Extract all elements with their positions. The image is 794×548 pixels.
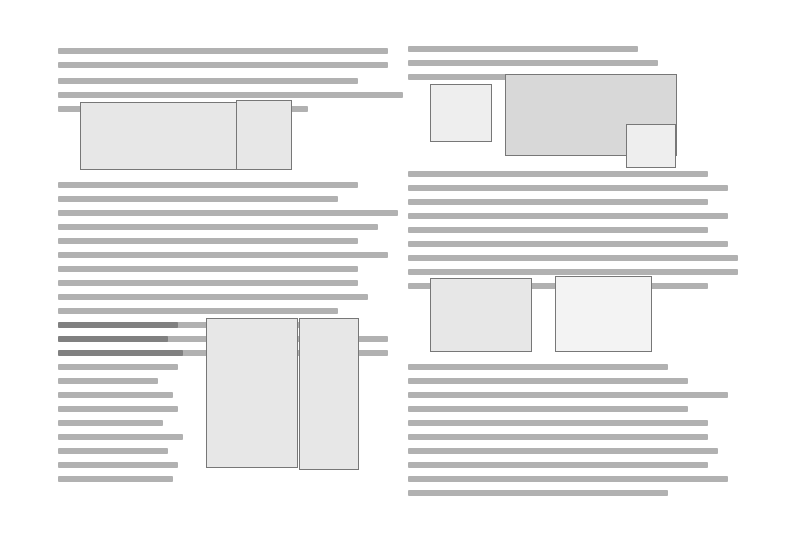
text-line [408,255,738,261]
text-line [58,224,378,230]
text-line [408,171,708,177]
text-line [58,294,368,300]
river-map-figure [430,278,532,352]
text-line [58,406,178,412]
text-line [58,252,388,258]
text-line [58,182,358,188]
text-line [58,48,388,54]
left-options-column [58,322,198,482]
text-line [58,238,358,244]
text-line [408,490,668,496]
text-line [408,269,738,275]
text-line [408,378,688,384]
text-line [408,213,728,219]
text-line [58,448,168,454]
text-line [408,462,708,468]
text-line [58,62,388,68]
text-line [58,322,178,328]
text-line [58,378,158,384]
text-line [58,266,358,272]
text-line [408,185,728,191]
right-column-questions [408,171,758,289]
text-line [58,78,358,84]
text-line [58,434,183,440]
climate-chart-figure [236,100,292,170]
flow-chart-figure [555,276,652,352]
text-line [408,392,728,398]
text-line [408,364,668,370]
text-line [58,210,398,216]
text-line [408,241,728,247]
text-line [408,406,688,412]
text-line [58,350,183,356]
text-line [408,476,728,482]
text-line [408,434,708,440]
text-line [408,199,708,205]
text-line [58,196,338,202]
text-line [58,476,173,482]
inset-map-figure [299,318,359,470]
text-line [58,364,178,370]
text-line [408,227,708,233]
text-line [58,280,358,286]
climate-chart-right [626,124,676,168]
right-column-lower [408,364,758,496]
china-map-figure [206,318,298,468]
text-line [58,462,178,468]
railway-map-figure [80,102,237,170]
text-line [408,448,718,454]
text-line [58,392,173,398]
text-line [58,92,403,98]
text-line [58,420,163,426]
climate-chart-left [430,84,492,142]
text-line [58,336,168,342]
text-line [58,308,338,314]
text-line [408,420,708,426]
text-line [408,46,638,52]
text-line [408,60,658,66]
